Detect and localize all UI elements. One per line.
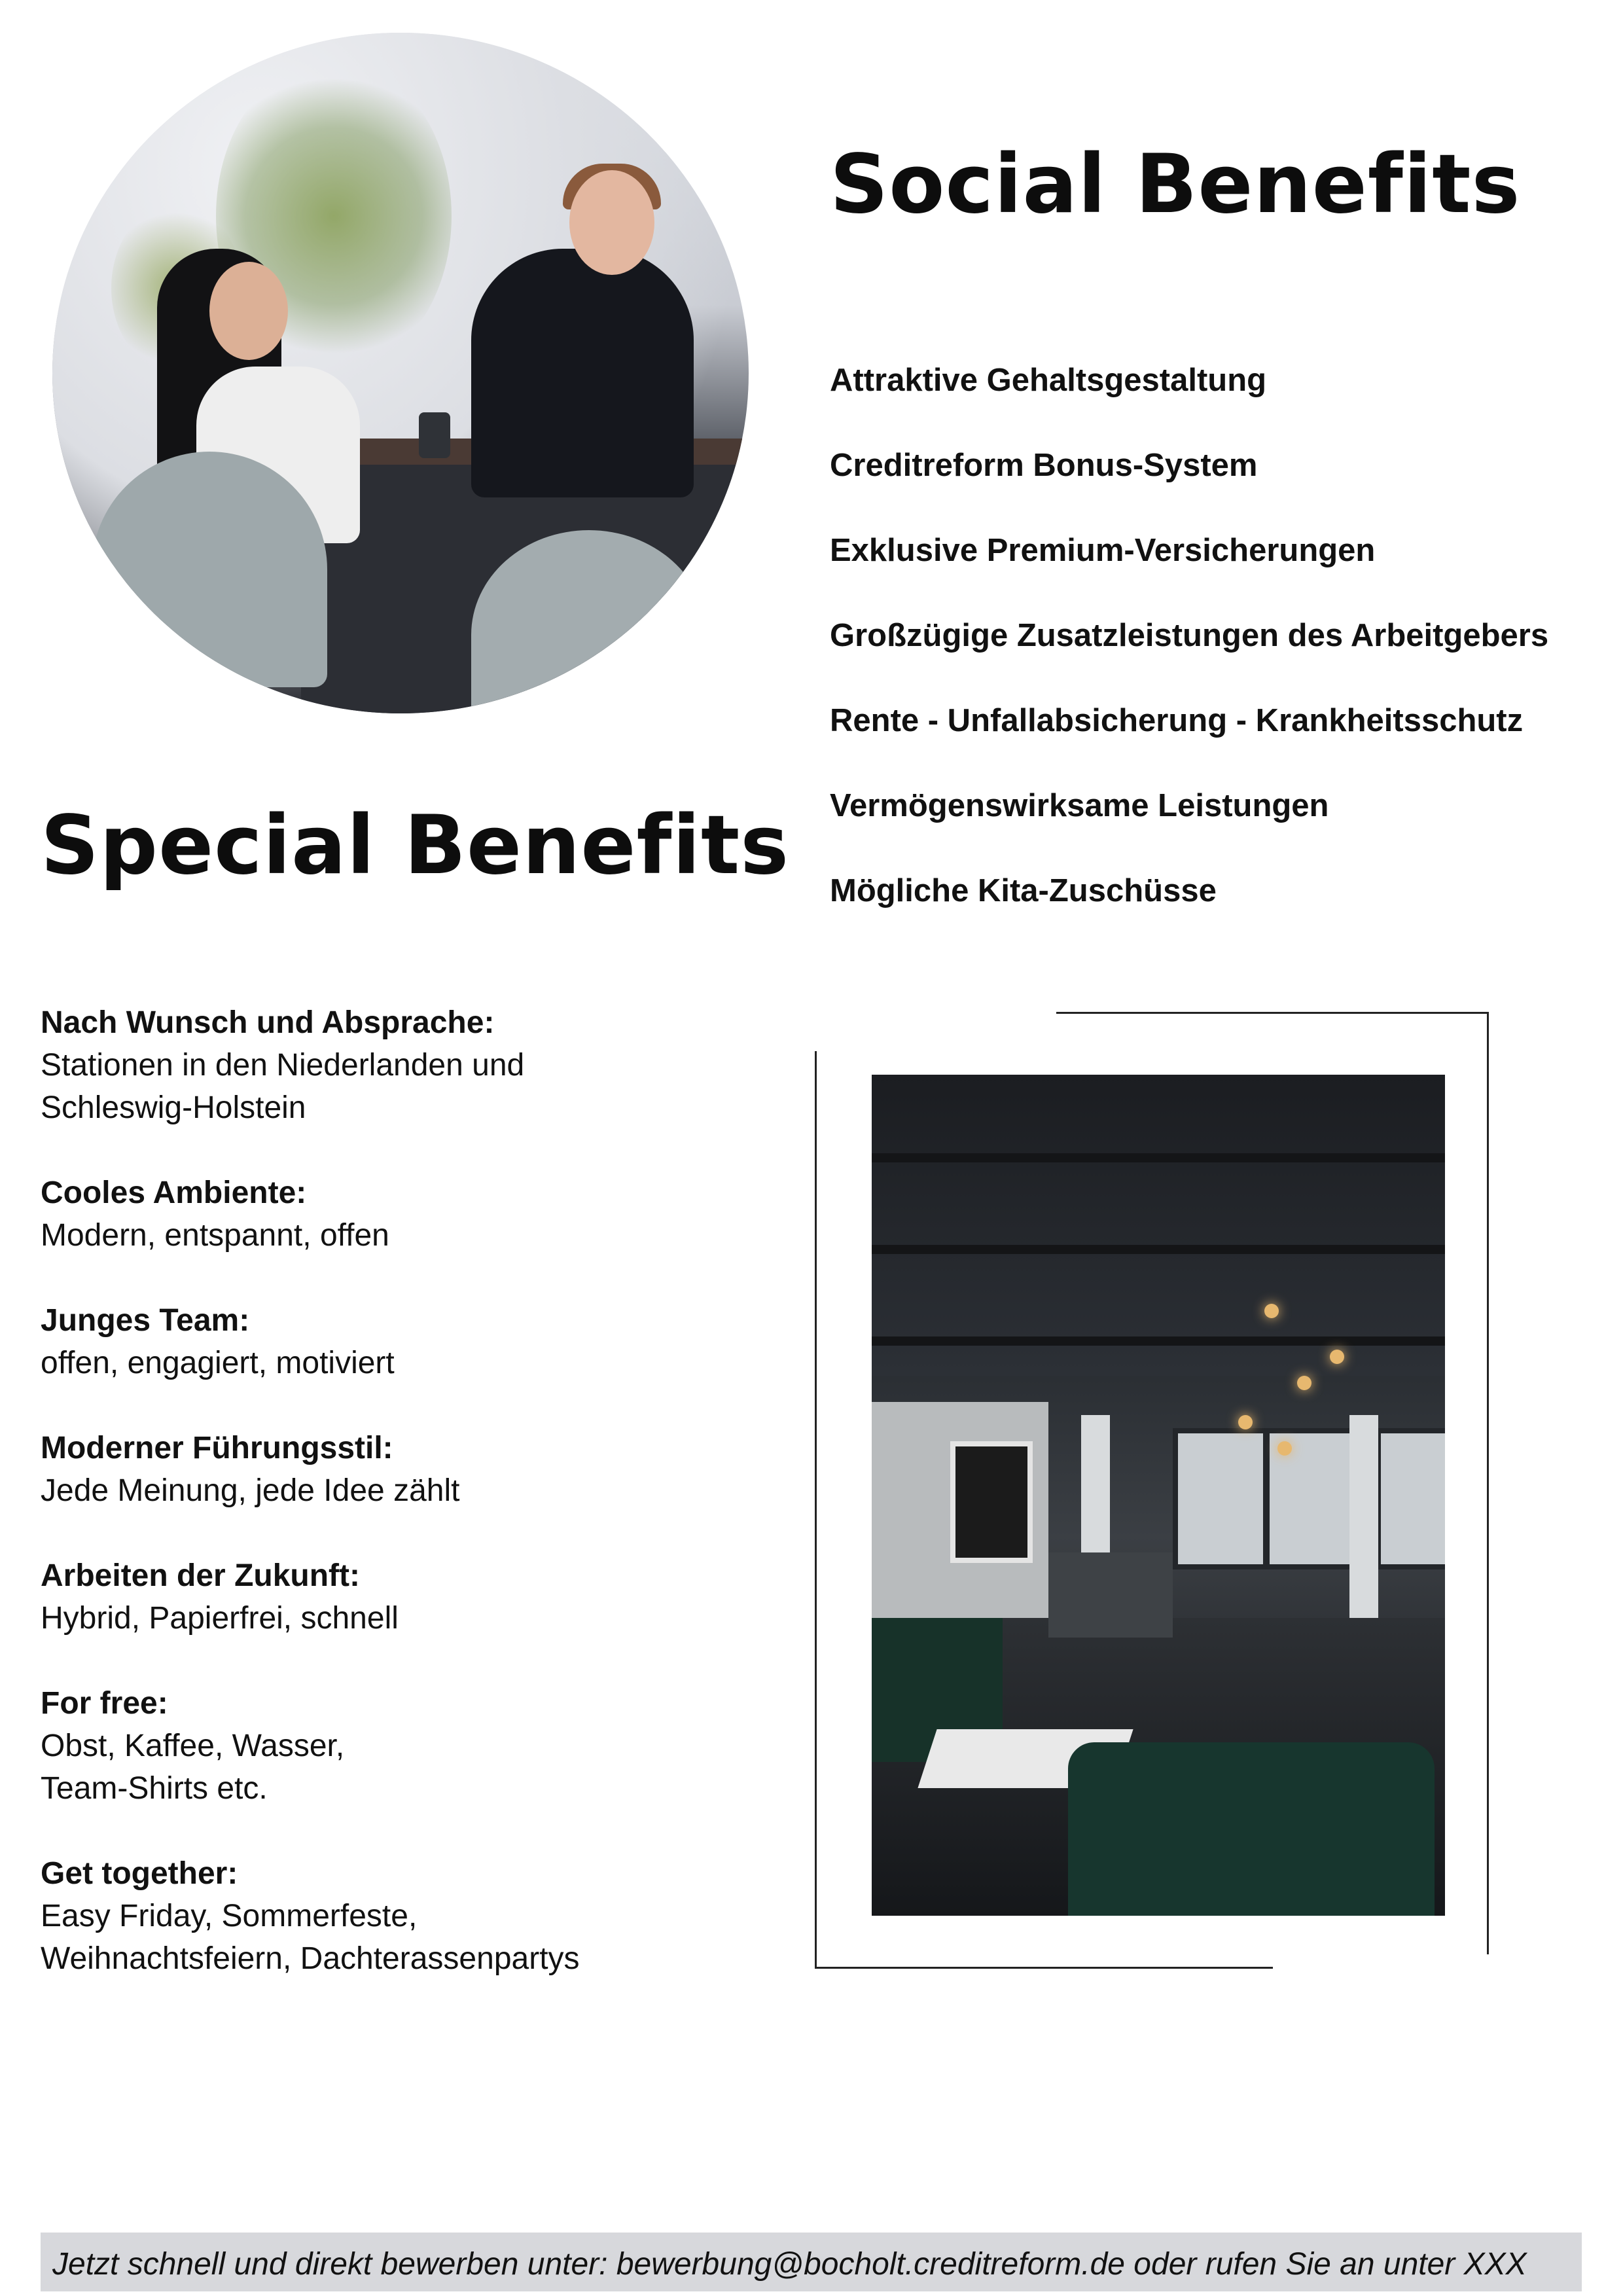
special-benefit-text: Hybrid, Papierfrei, schnell bbox=[41, 1601, 399, 1636]
special-benefit-title: Get together: bbox=[41, 1856, 238, 1891]
special-benefit-item bbox=[41, 1299, 760, 1384]
special-benefit-title: For free: bbox=[41, 1686, 168, 1721]
frame-line-left bbox=[815, 1051, 817, 1967]
special-benefit-item bbox=[41, 1682, 760, 1810]
frame-line-right bbox=[1487, 1012, 1489, 1954]
special-benefit-title: Nach Wunsch und Absprache: bbox=[41, 1005, 495, 1040]
special-benefit-title: Cooles Ambiente: bbox=[41, 1175, 307, 1210]
photo-pillar bbox=[1349, 1415, 1378, 1624]
footer-contact-text: Jetzt schnell und direkt bewerben unter: bewerbung@bocholt.creditreform.de oder rufen Sie an unter XXX bbox=[52, 2247, 1527, 2282]
special-benefits-list bbox=[41, 1001, 760, 2022]
special-benefit-text: offen, engagiert, motiviert bbox=[41, 1346, 395, 1380]
special-benefit-text: Stationen in den Niederlanden und Schleswig-Holstein bbox=[41, 1048, 525, 1125]
photo-beam bbox=[872, 1336, 1445, 1346]
special-benefit-text: Modern, entspannt, offen bbox=[41, 1218, 389, 1253]
social-benefit-item: Attraktive Gehaltsgestaltung bbox=[830, 363, 1267, 398]
photo-beam bbox=[872, 1153, 1445, 1162]
photo-bar bbox=[1048, 1552, 1173, 1638]
social-benefit-item: Rente - Unfallabsicherung - Krankheitsschutz bbox=[830, 703, 1524, 738]
photo-window bbox=[1173, 1428, 1268, 1570]
frame-line-bottom bbox=[815, 1967, 1273, 1969]
frame-line-top bbox=[1056, 1012, 1488, 1014]
photo-man bbox=[471, 249, 694, 497]
team-photo bbox=[52, 33, 749, 713]
office-photo bbox=[872, 1075, 1445, 1916]
special-benefit-text: Obst, Kaffee, Wasser, Team-Shirts etc. bbox=[41, 1729, 345, 1806]
special-benefit-item bbox=[41, 1852, 760, 1980]
social-benefit-item: Großzügige Zusatzleistungen des Arbeitgebers bbox=[830, 618, 1549, 653]
special-benefit-text: Easy Friday, Sommerfeste, Weihnachtsfeiern, Dachterassenpartys bbox=[41, 1899, 580, 1976]
special-benefit-item bbox=[41, 1172, 760, 1257]
photo-man-head bbox=[569, 170, 654, 275]
special-benefits-title: Special Benefits bbox=[41, 798, 790, 893]
photo-lamp bbox=[1330, 1350, 1344, 1364]
special-benefit-text: Jede Meinung, jede Idee zählt bbox=[41, 1473, 460, 1508]
photo-lamp bbox=[1297, 1376, 1311, 1390]
photo-lamp bbox=[1238, 1415, 1253, 1429]
photo-window bbox=[1376, 1428, 1445, 1570]
photo-artwork bbox=[950, 1441, 1033, 1563]
social-benefits-title: Social Benefits bbox=[830, 137, 1521, 232]
special-benefit-item bbox=[41, 1001, 760, 1129]
social-benefit-item: Exklusive Premium-Versicherungen bbox=[830, 533, 1376, 568]
special-benefit-title: Junges Team: bbox=[41, 1303, 250, 1338]
social-benefit-item: Mögliche Kita-Zuschüsse bbox=[830, 873, 1217, 908]
special-benefit-item bbox=[41, 1554, 760, 1640]
photo-lamp bbox=[1264, 1304, 1279, 1318]
social-benefit-item: Vermögenswirksame Leistungen bbox=[830, 788, 1329, 823]
social-benefits-list bbox=[830, 357, 1548, 953]
photo-chair bbox=[92, 452, 327, 687]
photo-sofa bbox=[1068, 1742, 1435, 1916]
social-benefit-item: Creditreform Bonus-System bbox=[830, 448, 1258, 483]
special-benefit-title: Arbeiten der Zukunft: bbox=[41, 1558, 360, 1593]
special-benefit-item bbox=[41, 1427, 760, 1512]
photo-lamp bbox=[1277, 1441, 1292, 1456]
special-benefit-title: Moderner Führungsstil: bbox=[41, 1431, 393, 1465]
photo-beam bbox=[872, 1245, 1445, 1254]
photo-woman-face bbox=[209, 262, 288, 360]
photo-glass bbox=[419, 412, 450, 458]
photo-ceiling bbox=[872, 1075, 1445, 1376]
